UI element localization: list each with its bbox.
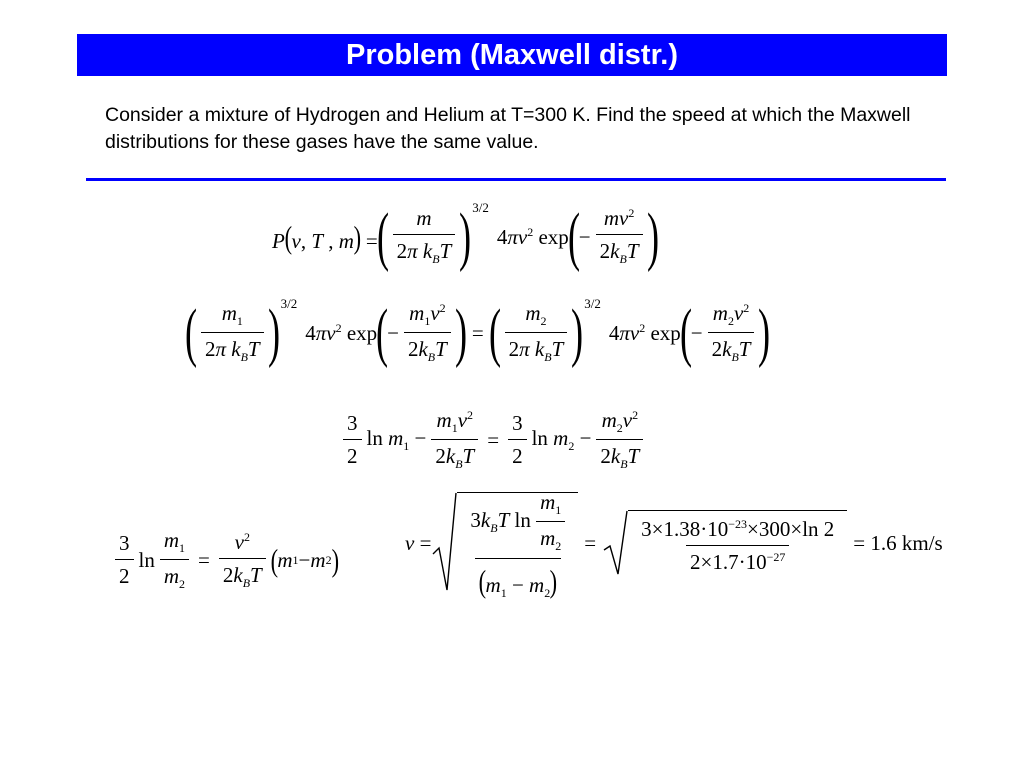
result-value: = 1.6 km/s bbox=[853, 530, 943, 555]
equal-distributions-equation: ( $\frac{m_1}{2\pi k_BT}$ ) 3/2 $4\pi v^2$ exp ( − $\frac{m_1v^2}{2k_BT}$ ) = ( $\frac{m_2}{2\pi k_BT}$ ) 3/2 $4\pi v^2$ exp ( − $\frac{m_2v^2}{2k_BT}$ ) bbox=[184, 296, 771, 369]
rearranged-equation: $\frac{3}{2}$ ln $\frac{m_1}{m_2}$ = $\frac{v^2}{2k_BT}$ ( m 1 − m 2 ) bbox=[110, 528, 338, 592]
speed-solution-equation: v = $3k_BT$ ln $\frac{m_1}{m_2}$ $(m_1 - m_2)$ = $\frac{3\times 1.38\cdot 10^{-23}\times 300\times\ln 2}{2\times 1.7\cdot 10^{-27}}$ = 1.6 km/s bbox=[405, 490, 943, 600]
numeric-denominator: $2\times 1.7\cdot 10^{-27}$ bbox=[686, 545, 789, 575]
log-equation: $\frac{3}{2}$ $\ln m_1$ − $\frac{m_1v^2}{2k_BT}$ = $\frac{3}{2}$ $\ln m_2$ − $\frac{m_2v^2}{2k_BT}$ bbox=[338, 408, 648, 472]
maxwell-distribution-equation: P(v, T , m) = ( $\frac{m}{2\pi k_BT}$ ) 3/2 $4\pi v^2$ exp ( − $\frac{mv^2}{2k_BT}$ ) bbox=[272, 200, 659, 273]
separator-rule bbox=[86, 178, 946, 181]
slide-title: Problem (Maxwell distr.) bbox=[77, 34, 947, 76]
exponent-three-halves: 3/2 bbox=[472, 200, 489, 215]
numeric-numerator: $3\times 1.38\cdot 10^{-23}\times 300\times\ln$ 2 bbox=[641, 516, 835, 541]
problem-statement: Consider a mixture of Hydrogen and Helium at T=300 K. Find the speed at which the Maxwell distributions for these gases have the same value. bbox=[105, 104, 911, 153]
exponent-three-halves: 3/2 bbox=[584, 296, 601, 311]
exponent-three-halves: 3/2 bbox=[280, 296, 298, 311]
